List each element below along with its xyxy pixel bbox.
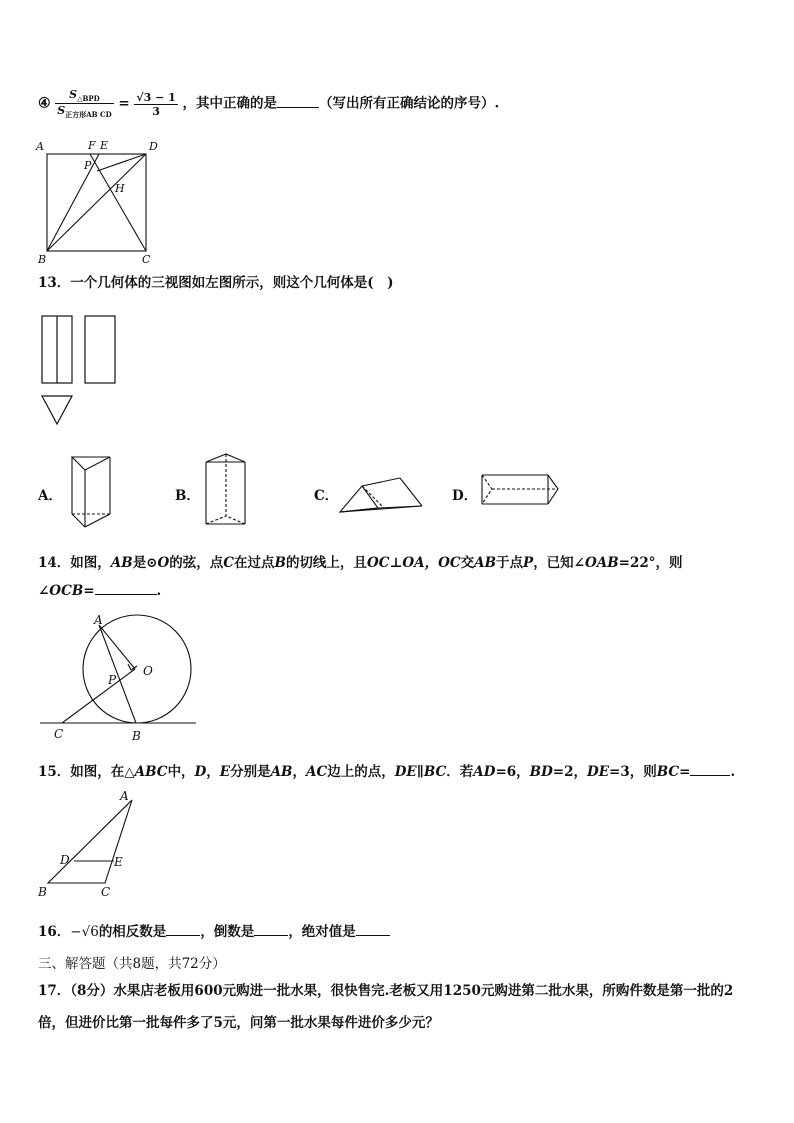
q15-question: 15．如图，在△ABC中，D，E分别是AB，AC边上的点，DE∥BC．若AD=6，BD=2，DE=3，则BC= . bbox=[38, 764, 736, 780]
q13-question: 13．一个几何体的三视图如左图所示，则这个几何体是( ) bbox=[38, 275, 394, 291]
three-views-figure bbox=[36, 312, 126, 432]
answer-blank-opposite[interactable] bbox=[166, 935, 200, 936]
label-C: C bbox=[101, 885, 111, 899]
option-c-label[interactable]: C． bbox=[314, 488, 339, 504]
label-D: D bbox=[60, 853, 70, 867]
q17-line2: 倍，但进价比第一批每件多了5元，问第一批水果每件进价多少元？ bbox=[38, 1015, 439, 1031]
neg-sqrt6: −√6 bbox=[70, 924, 99, 940]
label-O: O bbox=[143, 664, 153, 678]
rhs-fraction: $\frac{√3 - 1}{3}$ bbox=[136, 90, 176, 118]
q14-line2: ∠OCB= . bbox=[38, 583, 162, 599]
label-H: H bbox=[115, 182, 125, 195]
label-B: B bbox=[38, 885, 47, 899]
option-b-prism[interactable] bbox=[200, 452, 250, 532]
label-P: P bbox=[108, 673, 117, 687]
item-marker: ④ bbox=[38, 95, 51, 112]
label-B: B bbox=[38, 253, 47, 266]
area-ratio-fraction: $\frac{S_{\triangle BPD}}{S_{正方形AB CD}}$ bbox=[57, 88, 112, 120]
label-A: A bbox=[36, 140, 44, 153]
answer-blank[interactable] bbox=[277, 107, 319, 108]
answer-blank-absolute[interactable] bbox=[356, 935, 390, 936]
circle-tangent-figure bbox=[36, 612, 201, 747]
q17-line1: 17．（8分）水果店老板用600元购进一批水果，很快售完.老板又用1250元购进第二批水果，所购件数是第一批的2 bbox=[38, 983, 734, 999]
label-E: E bbox=[100, 139, 109, 152]
q14-line1: 14．如图，AB是⊙O的弦，点C在过点B的切线上，且OC⊥OA，OC交AB于点P，已知∠OAB=22°，则 bbox=[38, 555, 683, 571]
label-E: E bbox=[114, 855, 123, 869]
label-A: A bbox=[94, 613, 103, 627]
label-B: B bbox=[132, 729, 141, 743]
label-P: P bbox=[84, 159, 92, 172]
label-F: F bbox=[88, 139, 96, 152]
answer-blank-reciprocal[interactable] bbox=[254, 935, 288, 936]
label-A: A bbox=[120, 789, 129, 803]
option-a-prism[interactable] bbox=[66, 452, 116, 532]
q16-question: 16．−√6的相反数是 ，倒数是 ，绝对值是 bbox=[38, 920, 390, 940]
q12-item4: ④ $\frac{S_{\triangle BPD}}{S_{正方形AB CD}}$ = $\frac{√3 - 1}{3}$ ，其中正确的是 （写出所有正确结论的序号）. bbox=[38, 88, 500, 120]
option-d-prism[interactable] bbox=[476, 470, 564, 510]
label-C: C bbox=[54, 727, 64, 741]
label-C: C bbox=[142, 253, 151, 266]
option-b-label[interactable]: B． bbox=[175, 488, 200, 504]
square-figure bbox=[30, 136, 170, 266]
option-c-prism[interactable] bbox=[336, 474, 428, 520]
triangle-figure bbox=[34, 786, 144, 901]
option-d-label[interactable]: D． bbox=[452, 488, 478, 504]
answer-blank[interactable] bbox=[690, 775, 730, 776]
option-a-label[interactable]: A． bbox=[38, 488, 62, 504]
answer-blank[interactable] bbox=[95, 594, 157, 595]
label-D: D bbox=[149, 140, 158, 153]
section-title: 三、解答题（共8题，共72分） bbox=[38, 956, 226, 972]
